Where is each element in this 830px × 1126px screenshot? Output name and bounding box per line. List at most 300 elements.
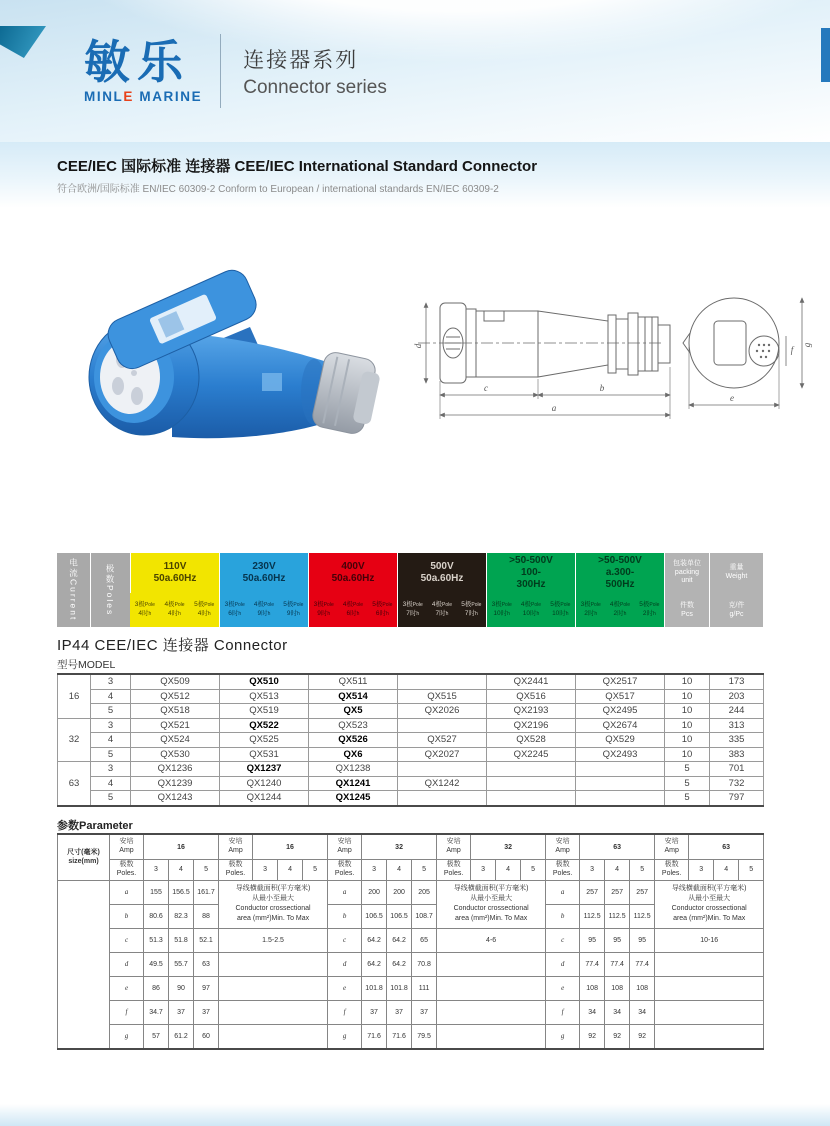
model-number-cell: QX2495 (576, 704, 665, 719)
dimension-value-cell: 88 (194, 904, 219, 928)
pole-count-header: 4 (714, 860, 739, 881)
model-number-cell: QX513 (220, 689, 309, 704)
pole-cell (576, 599, 605, 622)
pole-hour-cell (397, 593, 486, 627)
pole-count-header: 3 (689, 860, 714, 881)
size-body-cell (58, 880, 110, 1049)
amp-value-cell: 16 (253, 834, 328, 860)
model-table (57, 673, 764, 807)
dimension-value-cell: 257 (580, 880, 605, 904)
current-column-header: 电流Current (57, 553, 90, 627)
dimension-value-cell: 82.3 (169, 904, 194, 928)
clock-position: 7时h (435, 609, 449, 617)
dimension-value-cell: 101.8 (387, 976, 412, 1000)
voltage-header (219, 553, 308, 593)
clock-position: 4时h (197, 609, 211, 617)
model-number-cell (398, 674, 487, 689)
param-row (58, 880, 764, 904)
model-number-cell: QX1242 (398, 776, 487, 791)
model-number-cell: QX510 (220, 674, 309, 689)
poles-label-cell: 极数 Poles. (328, 860, 362, 881)
amp-label-cell: 安培 Amp (655, 834, 689, 860)
pole-count-header: 3 (144, 860, 169, 881)
dimension-value-cell: 112.5 (630, 904, 655, 928)
pole-unit: Pole (560, 601, 571, 608)
hour-unit: h (327, 610, 331, 617)
dimension-value-cell: 97 (194, 976, 219, 1000)
dimension-letter-cell: f (546, 1000, 580, 1024)
model-number-cell: QX516 (487, 689, 576, 704)
param-header-row (58, 834, 764, 860)
end-view-drawing (683, 298, 802, 409)
model-row (58, 791, 764, 806)
poles-column-header: 极数Poles (90, 553, 130, 627)
section-heading-band (0, 142, 830, 208)
dimension-value-cell: 77.4 (630, 952, 655, 976)
voltage-line: a.300- (605, 567, 635, 579)
dimension-letter-cell: c (328, 928, 362, 952)
voltage-header (575, 553, 664, 593)
weight-cell: 313 (710, 718, 764, 733)
dimension-value-cell: 79.5 (412, 1024, 437, 1049)
clock-position: 2时h (613, 609, 627, 617)
side-view-drawing (418, 303, 670, 419)
dimension-letter-cell: g (546, 1024, 580, 1049)
hour-unit: h (445, 610, 449, 617)
model-row (58, 733, 764, 748)
poles-cell: 3 (91, 718, 131, 733)
model-number-cell: QX2026 (398, 704, 487, 719)
poles-label-cell: 极数 Poles. (655, 860, 689, 881)
pole-unit: Pole (471, 601, 482, 608)
voltage-line: >50-500V (509, 555, 553, 567)
pcs-cell: 5 (665, 776, 710, 791)
dimension-letter-cell: d (110, 952, 144, 976)
pole-count-header: 5 (630, 860, 655, 881)
model-number-cell: QX2027 (398, 747, 487, 762)
dimension-value-cell: 34 (580, 1000, 605, 1024)
dim-label-c: c (484, 383, 488, 393)
model-number-cell: QX1238 (309, 762, 398, 777)
dimension-letter-cell: b (110, 904, 144, 928)
conductor-empty-cell (219, 1000, 328, 1024)
hour-unit: h (356, 610, 360, 617)
pole-count-header: 3 (253, 860, 278, 881)
pcs-cell: 5 (665, 791, 710, 806)
pole-count-header: 3 (362, 860, 387, 881)
hour-unit: h (416, 610, 420, 617)
model-number-cell: QX2441 (487, 674, 576, 689)
model-number-cell: QX2245 (487, 747, 576, 762)
dimension-letter-cell: g (328, 1024, 362, 1049)
connector-body-illustration (89, 265, 382, 438)
logo-english-text (84, 89, 202, 104)
amp-value-cell: 63 (580, 834, 655, 860)
spec-header-table (57, 553, 763, 627)
dimension-letter-cell: e (110, 976, 144, 1000)
dimension-value-cell: 111 (412, 976, 437, 1000)
model-number-cell (576, 776, 665, 791)
dimension-value-cell: 57 (144, 1024, 169, 1049)
model-number-cell: QX6 (309, 747, 398, 762)
dimension-value-cell: 65 (412, 928, 437, 952)
pole-unit: Pole (264, 601, 275, 608)
model-number-cell (398, 718, 487, 733)
model-number-cell: QX1243 (131, 791, 220, 806)
dimension-letter-cell: f (110, 1000, 144, 1024)
voltage-header (130, 553, 219, 593)
dimension-value-cell: 106.5 (362, 904, 387, 928)
current-rating-cell: 63 (58, 762, 91, 806)
dimension-value-cell: 37 (169, 1000, 194, 1024)
dimension-value-cell: 200 (362, 880, 387, 904)
pcs-cell: 10 (665, 689, 710, 704)
conductor-text-cell: 导线横截面积(平方毫米) 从最小至最大 Conductor crossectional area (mm²)Min. To Max (655, 880, 764, 928)
header-content (84, 34, 387, 108)
model-number-cell: QX2517 (576, 674, 665, 689)
header-divider (220, 34, 221, 108)
weight-header: 重量 Weight (709, 553, 763, 593)
voltage-line: 500Hz (605, 578, 635, 590)
conductor-empty-cell (219, 952, 328, 976)
model-number-cell (398, 762, 487, 777)
model-row (58, 704, 764, 719)
model-number-cell: QX1241 (309, 776, 398, 791)
poles-cell: 4 (91, 689, 131, 704)
pole-count: 3极Pole (491, 600, 512, 608)
conductor-empty-cell (219, 976, 328, 1000)
model-number-cell: QX509 (131, 674, 220, 689)
clock-position: 9时h (257, 609, 271, 617)
voltage-line: 400V (341, 561, 365, 573)
hour-unit: h (148, 610, 152, 617)
voltage-line: 50a.60Hz (331, 573, 375, 584)
param-row (58, 1000, 764, 1024)
model-section-title: IP44 CEE/IEC 连接器 Connector (57, 637, 288, 654)
poles-label-cell: 极数 Poles. (437, 860, 471, 881)
dimension-value-cell: 95 (580, 928, 605, 952)
dimension-value-cell: 86 (144, 976, 169, 1000)
pole-hour-cell (308, 593, 397, 627)
pole-unit: Pole (590, 601, 601, 608)
model-table-container (57, 673, 764, 807)
model-label: 型号MODEL (57, 659, 116, 671)
dimension-value-cell: 51.3 (144, 928, 169, 952)
voltage-line: 500V (430, 561, 454, 573)
model-number-cell: QX517 (576, 689, 665, 704)
pole-unit: Pole (144, 601, 155, 608)
dimension-value-cell: 37 (412, 1000, 437, 1024)
pole-cell (130, 599, 160, 622)
model-number-cell: QX512 (131, 689, 220, 704)
hour-unit: h (507, 610, 510, 617)
dimension-value-cell: 101.8 (362, 976, 387, 1000)
clock-position: 10时h (522, 609, 540, 617)
clock-position: 4时h (168, 609, 181, 617)
dim-label-f: f (790, 345, 794, 355)
pole-cell (427, 599, 456, 622)
dimension-value-cell: 64.2 (387, 952, 412, 976)
dimension-value-cell: 95 (605, 928, 630, 952)
pole-cell (160, 599, 190, 622)
pole-count-header: 3 (471, 860, 496, 881)
pole-grid (398, 599, 486, 622)
dimension-letter-cell: e (328, 976, 362, 1000)
weight-cell: 797 (710, 791, 764, 806)
dimension-value-cell: 63 (194, 952, 219, 976)
pole-grid (576, 599, 664, 622)
model-number-cell: QX2196 (487, 718, 576, 733)
conductor-empty-cell (655, 952, 764, 976)
dimension-letter-cell: g (110, 1024, 144, 1049)
hour-unit: h (238, 610, 242, 617)
conductor-empty-cell (437, 1000, 546, 1024)
poles-label-cell: 极数 Poles. (219, 860, 253, 881)
pole-cell (279, 599, 308, 622)
conductor-range-cell: 1.5-2.5 (219, 928, 328, 952)
pole-grid (309, 599, 397, 622)
pole-cell (635, 599, 664, 622)
pole-cell (516, 599, 545, 622)
voltage-line: >50-500V (598, 555, 642, 567)
dimension-value-cell: 77.4 (605, 952, 630, 976)
dim-label-d: d (413, 343, 423, 349)
conductor-empty-cell (437, 1024, 546, 1049)
pole-count-header: 5 (303, 860, 328, 881)
model-number-cell: QX2193 (487, 704, 576, 719)
voltage-line: 230V (252, 561, 276, 573)
logo-en-suffix: MARINE (134, 88, 203, 104)
model-number-cell (487, 791, 576, 806)
model-number-cell: QX531 (220, 747, 309, 762)
pole-count-header: 3 (580, 860, 605, 881)
model-number-cell: QX514 (309, 689, 398, 704)
pole-count: 4极Pole (520, 600, 542, 608)
dimension-value-cell: 108 (580, 976, 605, 1000)
model-number-cell: QX2674 (576, 718, 665, 733)
poles-cell: 4 (91, 776, 131, 791)
product-photo (52, 255, 382, 447)
dimension-letter-cell: d (546, 952, 580, 976)
model-number-cell: QX511 (309, 674, 398, 689)
pole-count-header: 4 (496, 860, 521, 881)
model-number-cell: QX525 (220, 733, 309, 748)
voltage-line: 110V (163, 561, 187, 573)
clock-position: 9时h (286, 609, 300, 617)
pole-grid (130, 599, 219, 622)
model-row (58, 689, 764, 704)
clock-position: 2时h (642, 609, 656, 617)
pole-count: 4极Pole (164, 600, 185, 608)
hour-unit: h (652, 610, 656, 617)
dimension-value-cell: 156.5 (169, 880, 194, 904)
dimension-letter-cell: c (546, 928, 580, 952)
clock-position: 4时h (138, 609, 152, 617)
dimension-value-cell: 49.5 (144, 952, 169, 976)
dimension-value-cell: 112.5 (580, 904, 605, 928)
clock-position: 6时h (375, 609, 389, 617)
current-rating-cell: 16 (58, 674, 91, 718)
dimension-letter-cell: b (546, 904, 580, 928)
pole-count: 3极Pole (313, 600, 334, 608)
amp-label-cell: 安培 Amp (546, 834, 580, 860)
logo-chinese-text: 敏乐 (84, 36, 190, 89)
dimension-letter-cell: b (328, 904, 362, 928)
clock-position: 10时h (552, 609, 569, 617)
clock-position: 7时h (406, 609, 420, 617)
pole-count: 3极Pole (402, 600, 423, 608)
dimension-value-cell: 92 (605, 1024, 630, 1049)
pole-cell (398, 599, 427, 622)
pole-cell (309, 599, 338, 622)
pole-count-header: 4 (278, 860, 303, 881)
poles-cell: 3 (91, 674, 131, 689)
dimension-value-cell: 52.1 (194, 928, 219, 952)
pole-count: 5极Pole (639, 600, 660, 608)
model-number-cell (576, 762, 665, 777)
dimension-value-cell: 112.5 (605, 904, 630, 928)
pole-count-header: 5 (194, 860, 219, 881)
dim-label-b: b (599, 383, 605, 393)
dimension-letter-cell: a (546, 880, 580, 904)
amp-value-cell: 32 (471, 834, 546, 860)
dimension-value-cell: 77.4 (580, 952, 605, 976)
model-number-cell: QX1236 (131, 762, 220, 777)
amp-label-cell: 安培 Amp (110, 834, 144, 860)
weight-cell: 335 (710, 733, 764, 748)
dim-label-a: a (551, 403, 557, 413)
pcs-cell: 5 (665, 762, 710, 777)
dimension-letter-cell: a (328, 880, 362, 904)
poles-cell: 5 (91, 704, 131, 719)
model-number-cell: QX522 (220, 718, 309, 733)
voltage-line: 50a.60Hz (242, 573, 286, 584)
model-number-cell (487, 776, 576, 791)
dimension-value-cell: 95 (630, 928, 655, 952)
weight-cell: 244 (710, 704, 764, 719)
dimension-value-cell: 80.6 (144, 904, 169, 928)
pole-cell (546, 599, 575, 622)
model-row (58, 776, 764, 791)
model-row (58, 674, 764, 689)
pole-unit: Pole (649, 601, 660, 608)
dimension-value-cell: 90 (169, 976, 194, 1000)
pole-grid (487, 599, 575, 622)
pole-count: 5极Pole (283, 600, 304, 608)
pole-count-header: 5 (412, 860, 437, 881)
dim-label-e: e (730, 393, 734, 403)
pole-unit: Pole (323, 601, 334, 608)
model-number-cell (487, 762, 576, 777)
conductor-text-cell: 导线横截面积(平方毫米) 从最小至最大 Conductor crossectional area (mm²)Min. To Max (219, 880, 328, 928)
pole-unit: Pole (382, 601, 393, 608)
model-number-cell: QX515 (398, 689, 487, 704)
pole-count-header: 4 (169, 860, 194, 881)
model-row (58, 718, 764, 733)
model-number-cell: QX1240 (220, 776, 309, 791)
pcs-cell: 10 (665, 718, 710, 733)
pole-unit: Pole (442, 601, 453, 608)
hour-unit: h (267, 610, 271, 617)
model-number-cell: QX1239 (131, 776, 220, 791)
dimension-value-cell: 64.2 (387, 928, 412, 952)
dimension-value-cell: 37 (387, 1000, 412, 1024)
dimension-value-cell: 70.8 (412, 952, 437, 976)
clock-position: 7时h (464, 609, 478, 617)
hour-unit: h (594, 610, 598, 617)
pole-unit: Pole (234, 601, 245, 608)
weight-cell: 732 (710, 776, 764, 791)
dimension-value-cell: 71.6 (362, 1024, 387, 1049)
pcs-cell: 10 (665, 747, 710, 762)
amp-label-cell: 安培 Amp (219, 834, 253, 860)
dimension-value-cell: 64.2 (362, 952, 387, 976)
model-number-cell: QX1245 (309, 791, 398, 806)
model-number-cell: QX1237 (220, 762, 309, 777)
pcs-cell: 10 (665, 733, 710, 748)
hour-unit: h (385, 610, 389, 617)
model-number-cell: QX528 (487, 733, 576, 748)
hour-unit: h (207, 610, 211, 617)
pole-unit: Pole (501, 601, 512, 608)
weight-cell: 173 (710, 674, 764, 689)
weight-cell: 203 (710, 689, 764, 704)
hour-unit: h (623, 610, 627, 617)
technical-drawing (412, 283, 822, 455)
spec-header-strip (57, 553, 763, 627)
pole-count: 4极Pole (342, 600, 364, 608)
amp-label-cell: 安培 Amp (328, 834, 362, 860)
dimension-value-cell: 34 (605, 1000, 630, 1024)
pole-hour-cell (575, 593, 664, 627)
dimension-value-cell: 200 (387, 880, 412, 904)
hour-unit: h (296, 610, 300, 617)
pole-cell (189, 599, 219, 622)
conductor-text-cell: 导线横截面积(平方毫米) 从最小至最大 Conductor crossectional area (mm²)Min. To Max (437, 880, 546, 928)
pole-count-header: 4 (605, 860, 630, 881)
packing-unit-header: 件数 Pcs (664, 593, 709, 627)
pole-hour-cell (130, 593, 219, 627)
pole-cell (605, 599, 634, 622)
series-title-en: Connector series (243, 76, 387, 98)
pole-cell (338, 599, 367, 622)
section-subtitle: 符合欧洲/国际标准 EN/IEC 60309-2 Conform to European / international standards EN/IEC 60309-2 (57, 184, 499, 195)
dimension-letter-cell: e (546, 976, 580, 1000)
dimension-value-cell: 55.7 (169, 952, 194, 976)
model-number-cell (576, 791, 665, 806)
pole-count: 3极Pole (580, 600, 601, 608)
series-title (243, 44, 387, 99)
voltage-line: 50a.60Hz (153, 573, 197, 584)
dimension-letter-cell: d (328, 952, 362, 976)
pole-count-header: 4 (387, 860, 412, 881)
dimension-value-cell: 155 (144, 880, 169, 904)
voltage-line: 300Hz (516, 578, 546, 590)
pole-unit: Pole (204, 601, 215, 608)
pole-cell (220, 599, 249, 622)
amp-value-cell: 32 (362, 834, 437, 860)
model-row (58, 747, 764, 762)
pole-count: 4极Pole (609, 600, 631, 608)
amp-value-cell: 63 (689, 834, 764, 860)
dimension-value-cell: 71.6 (387, 1024, 412, 1049)
dimension-value-cell: 108 (630, 976, 655, 1000)
pole-cell (249, 599, 278, 622)
hour-unit: h (565, 610, 569, 617)
conductor-empty-cell (655, 1000, 764, 1024)
poles-cell: 5 (91, 747, 131, 762)
pole-unit: Pole (353, 601, 364, 608)
